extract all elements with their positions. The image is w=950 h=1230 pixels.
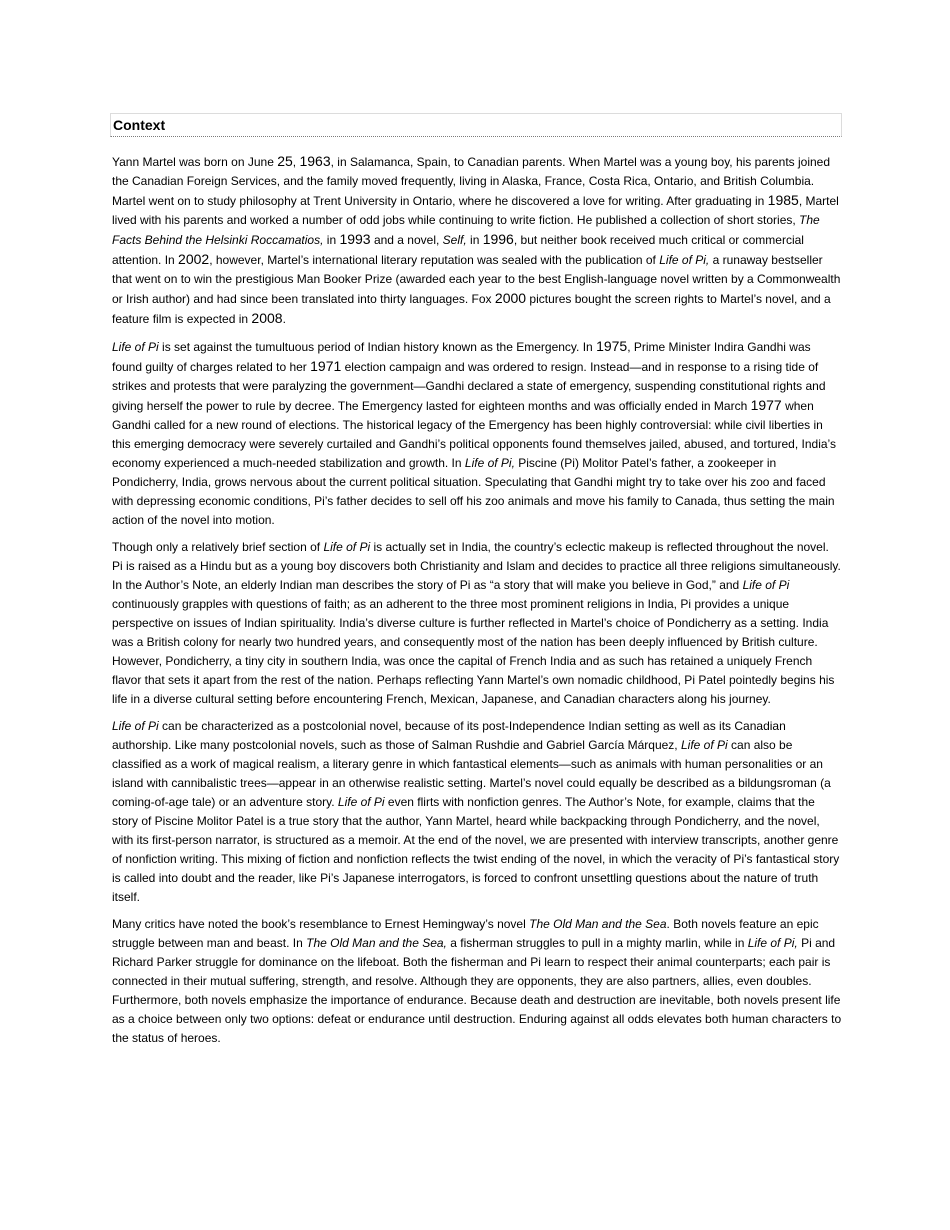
paragraph (112, 915, 842, 1048)
book-title-text: Life of Pi, (464, 456, 515, 470)
number-text: 2000 (494, 290, 527, 306)
book-title-text: The Old Man and the Sea, (306, 936, 447, 950)
body-text: pictures bought the screen rights to Martel’s novel, and a feature film is expected in (112, 292, 831, 326)
body-text: , but neither book received much critical or commercial attention. In (112, 233, 804, 267)
body-text: Piscine (Pi) Molitor Patel’s father, a zookeeper in Pondicherry, India, grows nervous about the current political situation. Speculating that Gandhi might try to take over his zoo and faced with depressing economic conditions, Pi’s father decides to sell off his zoo animals and move his family to Canada, thus setting the main action of the novel into motion. (112, 456, 835, 527)
body-text: . (282, 312, 286, 326)
document-page (110, 113, 842, 1056)
book-title-text: Life of Pi, (747, 936, 798, 950)
number-text: 1975 (596, 338, 628, 354)
body-text: is set against the tumultuous period of Indian history known as the Emergency. In (158, 340, 597, 354)
number-text: 1971 (310, 358, 342, 374)
book-title-text: Life of Pi (742, 578, 790, 592)
number-text: 1977 (750, 397, 782, 413)
section-title: Context (113, 117, 166, 133)
body-text: . Both novels feature an epic struggle between man and beast. In (112, 917, 819, 950)
body-text: election campaign and was ordered to resign. Instead—and in response to a rising tide of strikes and protests that were paralyzing the government—Gandhi declared a state of emergency, suspending constitutional rights and giving herself the power to rule by decree. The Emergency lasted for eighteen months and was officially ended in March (112, 360, 826, 413)
body-text: , Prime Minister Indira Gandhi was found guilty of charges related to her (112, 340, 811, 374)
book-title-text: Life of Pi (112, 340, 159, 354)
body-text: can be characterized as a postcolonial novel, because of its post-Independence Indian setting as well as its Canadian authorship. Like many postcolonial novels, such as those of Salman Rushdie and Gabriel García Márquez, (112, 719, 786, 752)
number-text: 1996 (482, 231, 514, 247)
body-text: in (323, 233, 340, 247)
paragraph (112, 337, 842, 530)
body-text: a runaway bestseller that went on to win the prestigious Man Booker Prize (awarded each year to the best English-language novel written by a Commonwealth or Irish author) and had since been translated into thirty languages. Fox (112, 253, 841, 306)
paragraph (112, 152, 842, 329)
book-title-text: Self, (442, 233, 467, 247)
section-body (110, 152, 842, 1048)
book-title-text: The Old Man and the Sea (529, 917, 667, 931)
book-title-text: Life of Pi, (659, 253, 710, 267)
body-text: when Gandhi called for a new round of elections. The historical legacy of the Emergency has been highly controversial: while civil liberties in this emerging democracy were severely curtailed and Gandhi’s political opponents found themselves jailed, abused, and tortured, India’s economy experienced a much-needed stabilization and growth. In (112, 399, 836, 470)
body-text: , in Salamanca, Spain, to Canadian parents. When Martel was a young boy, his parents joined the Canadian Foreign Services, and the family moved frequently, living in Alaska, France, Costa Rica, Ontario, and British Columbia. Martel went on to study philosophy at Trent University in Ontario, where he discovered a love for writing. After graduating in (112, 155, 831, 208)
book-title-text: The Facts Behind the Helsinki Roccamatios, (112, 213, 820, 247)
number-text: 1985 (767, 192, 799, 208)
body-text: even flirts with nonfiction genres. The Author’s Note, for example, claims that the story of Piscine Molitor Patel is a true story that the author, Yann Martel, heard while backpacking through Pondicherry, and the novel, with its first-person narrator, is structured as a memoir. At the end of the novel, we are presented with interview transcripts, another genre of nonfiction writing. This mixing of fiction and nonfiction reflects the twist ending of the novel, in which the veracity of Pi’s fantastical story is called into doubt and the reader, like Pi’s Japanese interrogators, is forced to confront unsettling questions about the nature of truth itself. (112, 795, 840, 904)
book-title-text: Life of Pi (680, 738, 728, 752)
body-text: Yann Martel was born on June (112, 155, 278, 169)
book-title-text: Life of Pi (112, 719, 159, 733)
book-title-text: Life of Pi (337, 795, 385, 809)
number-text: 2002 (178, 251, 210, 267)
number-text: 1963 (299, 153, 331, 169)
body-text: is actually set in India, the country’s eclectic makeup is reflected throughout the novel. Pi is raised as a Hindu but as a young boy discovers both Christianity and Islam and decides to practice all three religions simultaneously. In the Author’s Note, an elderly Indian man describes the story of Pi as “a story that will make you believe in God,” and (112, 540, 841, 592)
body-text: Though only a relatively brief section of (112, 540, 324, 554)
number-text: 25 (277, 153, 293, 169)
body-text: , (292, 155, 300, 169)
body-text: continuously grapples with questions of faith; as an adherent to the three most prominent religions in India, Pi provides a unique perspective on issues of Indian spirituality. India’s diverse culture is further reflected in Martel’s choice of Pondicherry as a setting. India was a British colony for nearly two hundred years, and consequently most of the nation has been deeply influenced by British culture. However, Pondicherry, a tiny city in southern India, was once the capital of French India and as such has retained a uniquely French flavor that sets it apart from the rest of the nation. Perhaps reflecting Yann Martel’s own nomadic childhood, Pi Patel pointedly begins his life in a diverse cultural setting before encountering French, Mexican, Japanese, and Canadian characters along his journey. (112, 597, 835, 706)
body-text: Pi and Richard Parker struggle for dominance on the lifeboat. Both the fisherman and Pi learn to respect their animal counterparts; each pair is connected in their mutual suffering, strength, and resolve. Although they are opponents, they are also partners, allies, even doubles. Furthermore, both novels emphasize the importance of endurance. Because death and destruction are inevitable, both novels present life as a choice between only two options: defeat or endurance until destruction. Enduring against all odds elevates both human characters to the status of heroes. (112, 936, 842, 1045)
body-text: in (466, 233, 483, 247)
number-text: 1993 (339, 231, 371, 247)
body-text: , however, Martel’s international literary reputation was sealed with the publication of (209, 253, 660, 267)
section-header (110, 113, 842, 137)
paragraph (112, 538, 842, 709)
body-text: can also be classified as a work of magical realism, a literary genre in which fantastical elements—such as animals with human personalities or an island with cannibalistic trees—appear in an otherwise realistic setting. Martel’s novel could equally be described as a bildungsroman (a coming-of-age tale) or an adventure story. (112, 738, 831, 809)
body-text: , Martel lived with his parents and worked a number of odd jobs while continuing to write fiction. He published a collection of short stories, (112, 194, 839, 227)
number-text: 2008 (251, 310, 283, 326)
book-title-text: Life of Pi (323, 540, 371, 554)
body-text: a fisherman struggles to pull in a mighty marlin, while in (446, 936, 748, 950)
body-text: and a novel, (370, 233, 443, 247)
body-text: Many critics have noted the book’s resemblance to Ernest Hemingway’s novel (112, 917, 530, 931)
paragraph (112, 717, 842, 907)
